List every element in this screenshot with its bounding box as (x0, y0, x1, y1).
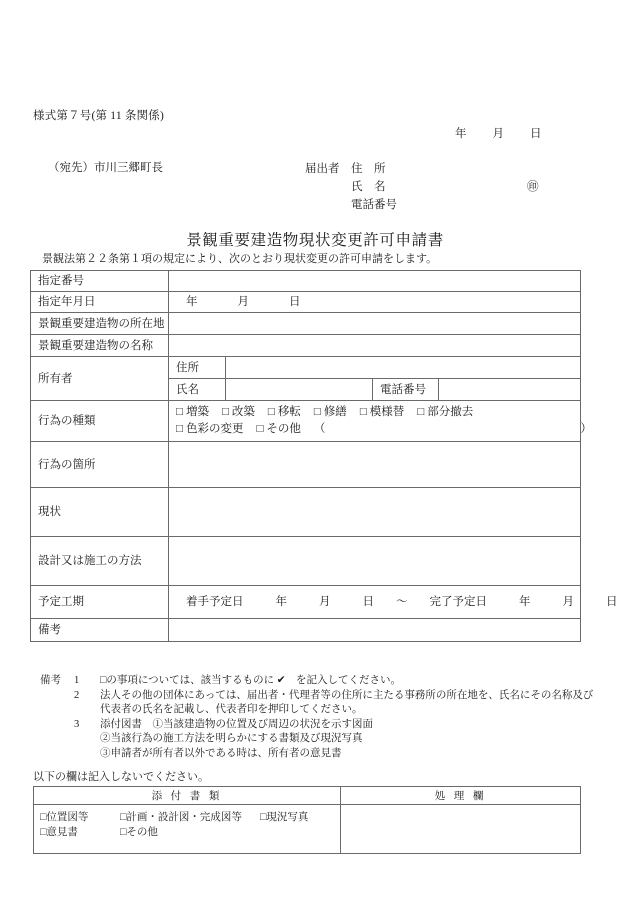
checkbox-glyph: □ (359, 406, 367, 418)
checkbox-label: その他 (126, 826, 158, 838)
application-table (30, 270, 618, 642)
checkbox-label: 修繕 (323, 406, 347, 418)
submitter-phone-row (305, 196, 397, 214)
note-number: 3 (74, 718, 80, 730)
checkbox-glyph: □ (221, 406, 229, 418)
checkbox-label: 増築 (185, 406, 209, 418)
act-kind-line-2 (176, 421, 592, 438)
checkbox-label: 色彩の変更 (185, 423, 244, 435)
attachment-body-row (34, 805, 581, 854)
checkbox-current-photo[interactable] (260, 811, 308, 826)
field-location[interactable] (169, 313, 581, 335)
label-remarks: 備考 (31, 619, 169, 642)
schedule-line (176, 594, 618, 610)
schedule-start-label: 着手予定日 (186, 596, 244, 608)
header-date-month: 月 (492, 128, 504, 140)
checkbox-glyph: □ (267, 406, 275, 418)
checkbox-glyph: □ (260, 812, 267, 823)
checkbox-label: 現況写真 (266, 812, 309, 823)
checkbox-glyph: □ (176, 406, 183, 418)
checkbox-remodel[interactable] (360, 404, 404, 421)
label-owner-address: 住所 (169, 357, 226, 379)
label-owner: 所有者 (31, 357, 169, 401)
note-number: 2 (74, 689, 80, 701)
checkbox-other[interactable] (256, 421, 300, 438)
label-act-kind: 行為の種類 (31, 401, 169, 442)
note-3-subitem-3: ③申請者が所有者以外である時は、所有者の意見書 (100, 747, 342, 759)
table-row-designation-number (31, 271, 581, 292)
attachment-header-row (34, 787, 581, 805)
label-owner-name: 氏名 (169, 379, 226, 401)
checkbox-label: 改築 (231, 406, 255, 418)
attachment-line-2 (40, 826, 334, 841)
checkbox-extension[interactable] (176, 404, 209, 421)
checkbox-relocation[interactable] (268, 404, 301, 421)
designation-date-day: 日 (289, 296, 301, 308)
checkbox-other-attachment[interactable] (120, 826, 158, 841)
note-text: □の事項については、該当するものに ✔ を記入してください。 (100, 675, 402, 686)
note-text: 法人その他の団体にあっては、届出者・代理者等の住所に主たる事務所の所在地を、氏名にその名称及び (100, 689, 594, 701)
checkbox-label: 部分撤去 (427, 406, 474, 418)
field-remarks[interactable] (169, 619, 581, 642)
note-3-subitem-2: ②当該行為の施工方法を明らかにする書類及び現況写真 (100, 733, 363, 745)
label-current-state: 現状 (31, 488, 169, 537)
checkbox-plan-design-drawings[interactable] (120, 811, 260, 826)
checkbox-label: 移転 (277, 406, 301, 418)
note-item-1 (40, 674, 593, 689)
schedule-start-year: 年 (275, 596, 287, 608)
attachment-processing-cell[interactable] (341, 805, 581, 854)
submitter-address-label: 住 所 (351, 163, 386, 175)
checkbox-location-map[interactable] (40, 811, 120, 826)
notes-block (40, 674, 593, 762)
note-number: 1 (74, 675, 80, 686)
checkbox-label: その他 (266, 423, 301, 435)
checkbox-glyph: □ (40, 812, 47, 823)
attachment-table (33, 786, 581, 854)
label-owner-phone: 電話番号 (373, 379, 439, 401)
designation-date-month: 月 (237, 296, 249, 308)
label-schedule: 予定工期 (31, 586, 169, 619)
checkbox-color-change[interactable] (176, 421, 243, 438)
submitter-phone-label: 電話番号 (351, 199, 397, 211)
note-item-2 (40, 689, 593, 704)
field-designation-date[interactable] (169, 292, 581, 313)
header-date-day: 日 (530, 128, 542, 140)
checkbox-glyph: □ (417, 406, 425, 418)
checkbox-glyph: □ (256, 423, 264, 435)
table-row-building-name (31, 335, 581, 357)
attachment-processing-header: 処 理 欄 (341, 787, 581, 805)
field-owner-phone[interactable] (439, 379, 581, 401)
checkbox-repair[interactable] (314, 404, 347, 421)
field-building-name[interactable] (169, 335, 581, 357)
table-row-act-kind (31, 401, 581, 442)
intro-text: 景観法第２２条第１項の規定により、次のとおり現状変更の許可申請をします。 (42, 253, 438, 265)
table-row-current-state (31, 488, 581, 537)
checkbox-rebuild[interactable] (222, 404, 255, 421)
field-designation-number[interactable] (169, 271, 581, 292)
attachment-documents-cell (34, 805, 341, 854)
checkbox-glyph: □ (40, 826, 47, 838)
checkbox-opinion-letter[interactable] (40, 826, 120, 841)
schedule-end-day: 日 (606, 596, 618, 608)
label-designation-date: 指定年月日 (31, 292, 169, 313)
checkbox-glyph: □ (176, 423, 183, 435)
header-date-year: 年 (455, 128, 467, 140)
label-act-place: 行為の箇所 (31, 442, 169, 488)
label-building-name: 景観重要建造物の名称 (31, 335, 169, 357)
addressee: （宛先）市川三郷町長 (48, 162, 163, 174)
field-owner-address[interactable] (226, 357, 581, 379)
attachment-documents-header: 添 付 書 類 (34, 787, 341, 805)
field-current-state[interactable] (169, 488, 581, 537)
schedule-start-month: 月 (319, 596, 331, 608)
note-item-2-continuation (40, 703, 593, 718)
attachment-line-1 (40, 811, 334, 826)
checkbox-glyph: □ (120, 812, 127, 823)
field-owner-name[interactable] (226, 379, 373, 401)
field-act-place[interactable] (169, 442, 581, 488)
schedule-tilde: 〜 (396, 596, 408, 608)
form-number: 様式第７号(第 11 条関係) (33, 110, 164, 122)
checkbox-label: 計画・設計図・完成図等 (126, 812, 242, 823)
table-row-design-method (31, 537, 581, 586)
act-kind-other-close-paren: ） (580, 423, 592, 435)
header-date-line (455, 125, 542, 141)
label-designation-number: 指定番号 (31, 271, 169, 292)
schedule-start-day: 日 (362, 596, 374, 608)
checkbox-label: 位置図等 (46, 812, 89, 823)
schedule-end-month: 月 (562, 596, 574, 608)
submitter-address-row (305, 160, 397, 178)
do-not-fill-notice: 以下の欄は記入しないでください。 (33, 771, 209, 783)
checkbox-glyph: □ (313, 406, 321, 418)
submitter-block (305, 160, 539, 214)
checkbox-glyph: □ (120, 826, 127, 838)
submitter-name-label: 氏 名 (351, 181, 386, 193)
page-title: 景観重要建造物現状変更許可申請書 (186, 232, 444, 249)
notes-head-label: 備考 (40, 675, 61, 686)
table-row-schedule (31, 586, 581, 619)
schedule-end-label: 完了予定日 (429, 596, 487, 608)
schedule-end-year: 年 (519, 596, 531, 608)
checkbox-label: 意見書 (46, 826, 78, 838)
seal-icon: ㊞ (527, 181, 539, 193)
checkbox-partial-removal[interactable] (417, 404, 473, 421)
submitter-label: 届出者 (305, 163, 340, 175)
field-design-method[interactable] (169, 537, 581, 586)
table-row-remarks (31, 619, 581, 642)
submitter-name-row (305, 178, 539, 196)
table-row-act-place (31, 442, 581, 488)
checkbox-label: 模様替 (369, 406, 405, 418)
table-row-location (31, 313, 581, 335)
label-location: 景観重要建造物の所在地 (31, 313, 169, 335)
note-text-continuation: 代表者の氏名を記載し、代表者印を押印してください。 (100, 704, 363, 716)
field-schedule[interactable] (169, 586, 618, 619)
table-row-owner-address (31, 357, 581, 379)
act-kind-other-open-paren: （ (313, 423, 326, 435)
note-item-3 (40, 718, 593, 733)
note-text: 添付図書 ①当該建造物の位置及び周辺の状況を示す図面 (100, 718, 373, 730)
act-kind-line-1 (176, 404, 573, 421)
label-design-method: 設計又は施工の方法 (31, 537, 169, 586)
designation-date-year: 年 (186, 296, 198, 308)
table-row-designation-date (31, 292, 581, 313)
field-act-kind (169, 401, 592, 442)
